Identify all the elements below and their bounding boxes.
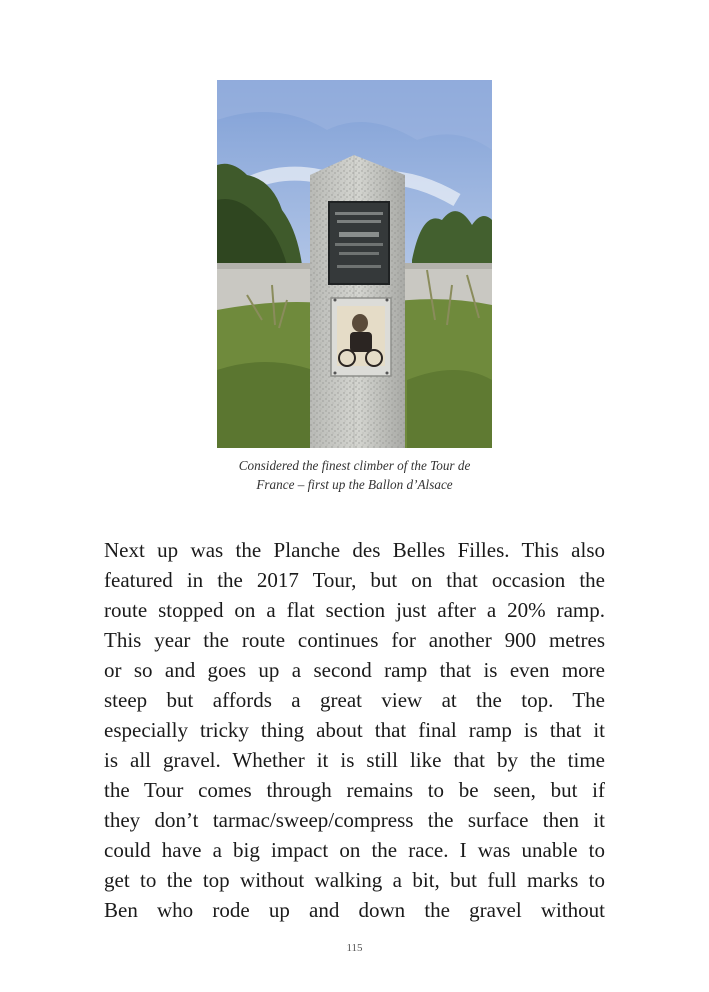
text-line: is all gravel. Whether it is still like that by the time bbox=[104, 748, 605, 772]
text-line: Ben who rode up and down the gravel without bbox=[104, 898, 605, 922]
body-paragraph bbox=[104, 535, 605, 925]
text-line: especially tricky thing about that final ramp is that it bbox=[104, 718, 605, 742]
page-number: 115 bbox=[346, 942, 363, 954]
text-line: or so and goes up a second ramp that is even more bbox=[104, 658, 605, 682]
text-line: could have a big impact on the race. I was unable to bbox=[104, 838, 605, 862]
memorial-photo bbox=[217, 80, 492, 448]
photo-caption bbox=[200, 456, 509, 494]
caption-line-2: France – first up the Ballon d’Alsace bbox=[256, 477, 453, 492]
text-line: the Tour comes through remains to be seen, but if bbox=[104, 778, 605, 802]
text-line: get to the top without walking a bit, but full marks to bbox=[104, 868, 605, 892]
text-line: Next up was the Planche des Belles Filles. This also bbox=[104, 538, 605, 562]
text-line: featured in the 2017 Tour, but on that occasion the bbox=[104, 568, 605, 592]
text-line: This year the route continues for another 900 metres bbox=[104, 628, 605, 652]
text-line: steep but affords a great view at the top. The bbox=[104, 688, 605, 712]
text-line: they don’t tarmac/sweep/compress the surface then it bbox=[104, 808, 605, 832]
caption-line-1: Considered the finest climber of the Tour de bbox=[238, 458, 471, 473]
text-line: route stopped on a flat section just after a 20% ramp. bbox=[104, 598, 605, 622]
stone-memorial-icon bbox=[217, 80, 492, 448]
